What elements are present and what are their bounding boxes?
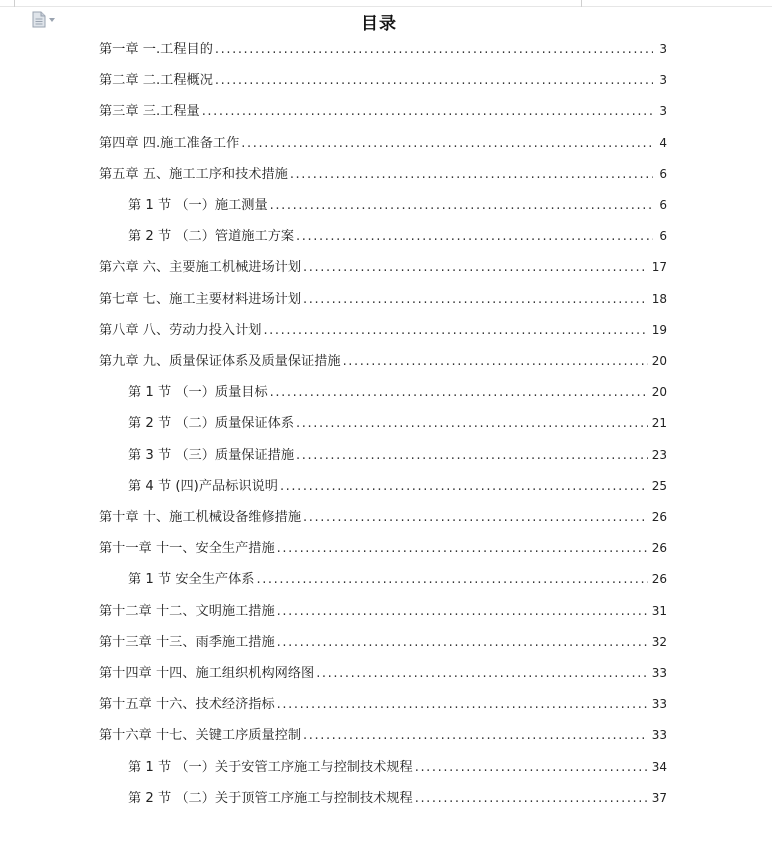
toc-entry-title: 第十章 十、施工机械设备维修措施 [99, 510, 302, 525]
toc-page-number: 20 [651, 385, 667, 400]
toc-chapter-entry[interactable] [99, 41, 667, 58]
toc-page-number: 6 [659, 229, 667, 244]
toc-section-entry[interactable] [128, 228, 667, 245]
toc-entry-title: 第十三章 十三、雨季施工措施 [99, 634, 275, 650]
toc-dot-leader [303, 510, 648, 526]
toc-dot-leader [303, 728, 648, 744]
toc-entry-title: 第十二章 十二、文明施工措施 [99, 603, 275, 619]
toc-page-number: 4 [659, 135, 667, 150]
toc-entry-title: 第 3 节 （三）质量保证措施 [128, 447, 295, 463]
toc-page-number: 31 [651, 603, 667, 618]
toc-dot-leader [277, 635, 648, 651]
toc-entry-title: 第一章 一.工程目的 [99, 42, 213, 57]
toc-dot-leader [343, 354, 648, 370]
toc-entry-title: 第 1 节 安全生产体系 [128, 572, 255, 588]
toc-dot-leader [270, 385, 648, 401]
toc-dot-leader [215, 73, 653, 89]
toc-page-number: 18 [651, 291, 667, 306]
page-title: 目录 [361, 14, 397, 34]
toc-dot-leader [290, 167, 653, 183]
toc-page-number: 6 [659, 166, 667, 181]
toc-chapter-entry[interactable] [99, 634, 667, 651]
toc-dot-leader [296, 448, 648, 464]
toc-entry-title: 第五章 五、施工工序和技术措施 [99, 166, 288, 182]
toc-dot-leader [277, 697, 648, 713]
toc-entry-title: 第 2 节 （二）管道施工方案 [128, 229, 295, 245]
toc-dot-leader [202, 104, 653, 120]
toc-chapter-entry[interactable] [99, 353, 667, 370]
toc-dot-leader [256, 572, 647, 588]
toc-chapter-entry[interactable] [99, 665, 667, 682]
toc-entry-title: 第十五章 十六、技术经济指标 [99, 697, 275, 713]
toc-entry-title: 第九章 九、质量保证体系及质量保证措施 [99, 354, 341, 369]
toc-entry-title: 第七章 七、施工主要材料进场计划 [99, 291, 302, 307]
toc-dot-leader [415, 791, 648, 807]
toc-entry-title: 第八章 八、劳动力投入计划 [99, 322, 262, 338]
toc-dot-leader [296, 229, 653, 245]
toc-section-entry[interactable] [128, 478, 667, 495]
toc-page-number: 26 [651, 510, 667, 524]
toc-chapter-entry[interactable] [99, 135, 667, 152]
toc-dot-leader [241, 136, 653, 152]
toc-entry-title: 第十四章 十四、施工组织机构网络图 [99, 666, 315, 681]
toc-dot-leader [215, 42, 653, 58]
toc-chapter-entry[interactable] [99, 509, 667, 526]
toc-chapter-entry[interactable] [99, 166, 667, 183]
toc-page-number: 17 [651, 260, 667, 275]
toc-section-entry[interactable] [128, 571, 667, 588]
toc-dot-leader [303, 292, 648, 308]
toc-dot-leader [303, 260, 648, 276]
toc-dot-leader [277, 541, 648, 557]
toc-dot-leader [280, 479, 648, 495]
toc-entry-title: 第十一章 十一、安全生产措施 [99, 541, 275, 557]
toc-dot-leader [415, 760, 648, 776]
toc-section-entry[interactable] [128, 415, 667, 432]
toc-section-entry[interactable] [128, 790, 667, 807]
toc-entry-title: 第三章 三.工程量 [99, 104, 200, 120]
toc-chapter-entry[interactable] [99, 603, 667, 620]
toc-page-number: 3 [659, 73, 667, 88]
toc-page-number: 26 [651, 541, 667, 556]
toc-dot-leader [296, 416, 648, 432]
toc-chapter-entry[interactable] [99, 259, 667, 276]
toc-entry-title: 第二章 二.工程概况 [99, 73, 213, 89]
toc-dot-leader [263, 323, 647, 339]
toc-dot-leader [277, 604, 648, 620]
toc-entry-title: 第 2 节 （二）质量保证体系 [128, 416, 295, 432]
toc-chapter-entry[interactable] [99, 727, 667, 744]
toc-page-number: 33 [651, 666, 667, 680]
toc-chapter-entry[interactable] [99, 72, 667, 89]
toc-page-number: 33 [651, 697, 667, 712]
toc-page-number: 25 [651, 478, 667, 493]
toc-chapter-entry[interactable] [99, 103, 667, 120]
page-top-edge [0, 0, 772, 7]
toc-entry-title: 第四章 四.施工准备工作 [99, 135, 240, 151]
toc-dot-leader [270, 198, 653, 214]
toc-page-number: 32 [651, 634, 667, 649]
toc-entry-title: 第 1 节 （一）施工测量 [128, 198, 268, 213]
toc-page-number: 3 [659, 104, 667, 119]
toc-section-entry[interactable] [128, 759, 667, 776]
toc-entry-title: 第十六章 十七、关键工序质量控制 [99, 728, 302, 744]
toc-chapter-entry[interactable] [99, 291, 667, 308]
toc-entry-title: 第 1 节 （一）关于安管工序施工与控制技术规程 [128, 759, 413, 775]
toc-page-number: 34 [651, 759, 667, 774]
toc-page-number: 6 [659, 198, 667, 212]
toc-page-number: 21 [651, 416, 667, 431]
toc-section-entry[interactable] [128, 197, 667, 214]
toc-chapter-entry[interactable] [99, 322, 667, 339]
toc-chapter-entry[interactable] [99, 696, 667, 713]
toc-section-entry[interactable] [128, 384, 667, 401]
toc-page-number: 3 [659, 42, 667, 56]
toc-page-number: 19 [651, 322, 667, 337]
toc-entry-title: 第六章 六、主要施工机械进场计划 [99, 260, 302, 276]
page-corner-mark [573, 0, 582, 7]
toc-page-number: 37 [651, 790, 667, 805]
toc-entry-title: 第 4 节 (四)产品标识说明 [128, 478, 278, 494]
toc-page-number: 26 [651, 572, 667, 587]
toc-page-number: 23 [651, 447, 667, 462]
toc-section-entry[interactable] [128, 447, 667, 464]
toc-page-number: 20 [651, 354, 667, 368]
page-corner-mark [6, 0, 15, 7]
toc-chapter-entry[interactable] [99, 540, 667, 557]
toc-entry-title: 第 2 节 （二）关于顶管工序施工与控制技术规程 [128, 790, 413, 806]
toc-entry-title: 第 1 节 （一）质量目标 [128, 385, 268, 401]
toc-dot-leader [316, 666, 648, 682]
toc-page-number: 33 [651, 728, 667, 743]
